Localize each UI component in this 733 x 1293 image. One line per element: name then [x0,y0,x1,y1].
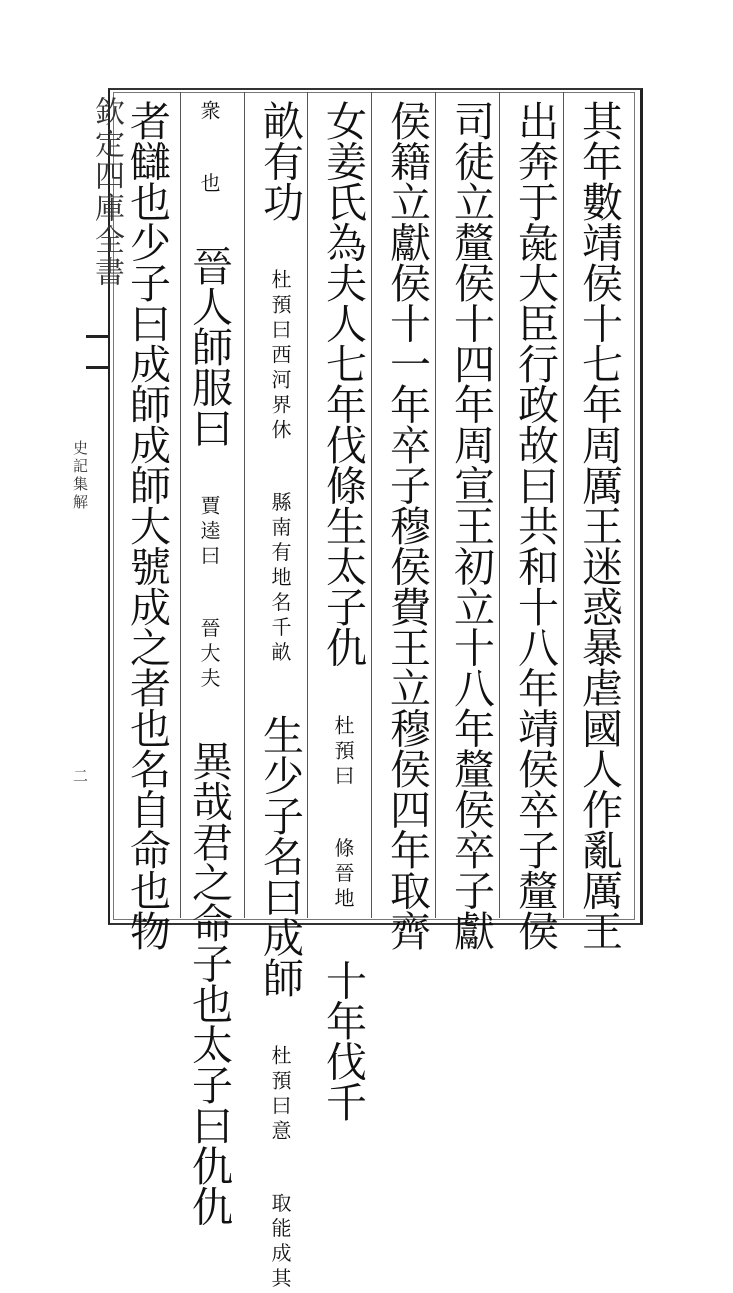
text-column-4 [384,100,430,951]
note-right: 杜預曰 [331,714,355,790]
text-column-5 [320,100,366,1122]
main-text: 晉人師服曰 [185,245,233,448]
note-left: 取能成其 [268,1192,292,1293]
column-rule [371,92,372,918]
note-right: 杜預曰西河界休 [268,269,292,444]
main-text: 出奔于彘大臣行政故曰共和十八年靖侯卒子釐侯 [511,100,559,951]
commentary-note [256,269,304,714]
text-column-6 [257,100,303,1293]
text-column-7 [186,100,232,1226]
text-column-8 [124,100,170,951]
spine-title: 史記集解 [71,440,89,512]
text-column-3 [448,100,494,951]
column-rule [563,92,564,918]
note-right: 杜預曰意 [268,1045,292,1145]
main-text: 十年伐千 [319,959,367,1122]
column-rule [244,92,245,918]
column-rule [307,92,308,918]
commentary-note [319,715,367,960]
column-rule [435,92,436,918]
main-text: 其年數靖侯十七年周厲王迷惑暴虐國人作亂厲王 [575,100,623,951]
note-left: 晉大夫 [197,617,221,693]
main-text: 異哉君之命子也太子曰仇仇 [185,740,233,1226]
commentary-note [256,1045,304,1293]
book-title: 欽定四庫全書 [89,96,124,288]
main-text: 生少子名曰成師 [256,714,304,998]
note-right: 衆 [197,100,221,125]
main-text: 畝有功 [256,100,304,222]
commentary-note [185,495,233,740]
note-right: 賈逵曰 [197,495,221,570]
note-left: 條晉地 [331,837,355,912]
main-text: 女姜氏為夫人七年伐條生太子仇 [319,100,367,667]
column-rule [180,92,181,918]
column-rule [499,92,500,918]
text-column-1 [576,100,622,951]
note-left: 也 [197,172,221,198]
note-left: 縣南有地名千畝 [268,491,292,667]
main-text: 侯籍立獻侯十一年卒子穆侯費王立穆侯四年取齊 [383,100,431,951]
fish-tail-mark-icon [86,335,108,369]
commentary-note [185,100,233,245]
main-text: 者讎也少子曰成師成師大號成之者也名自命也物 [123,100,171,951]
main-text: 司徒立釐侯十四年周宣王初立十八年釐侯卒子獻 [447,100,495,951]
text-column-2 [512,100,558,951]
page-number: 二 [71,768,89,783]
